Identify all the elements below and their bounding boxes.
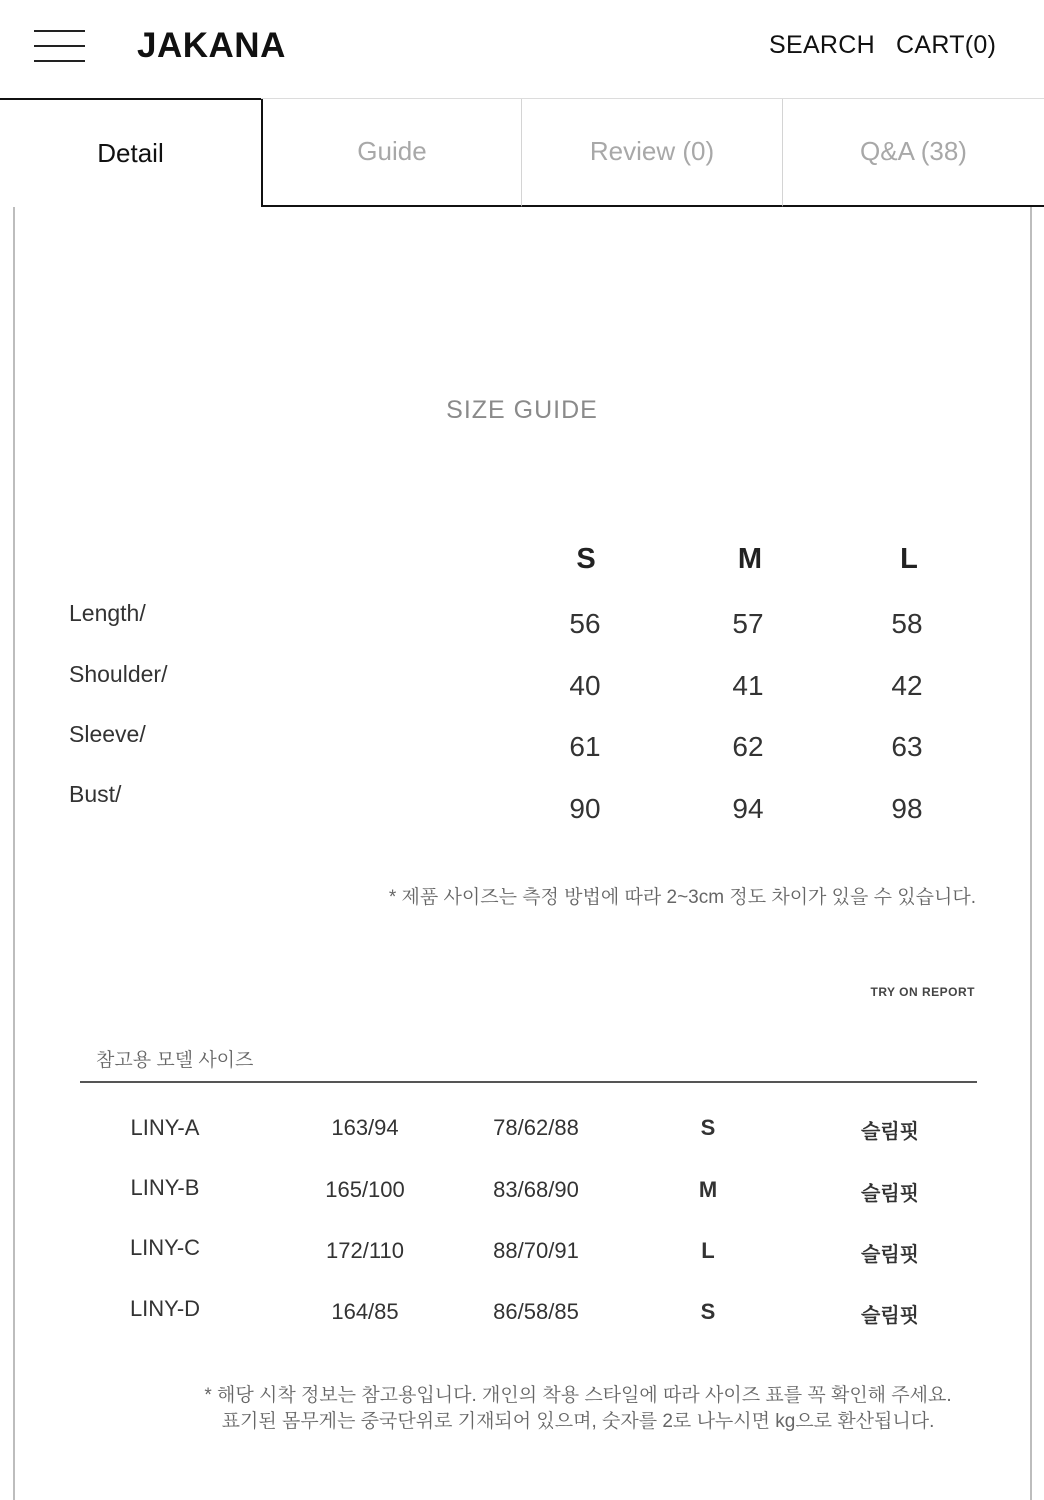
tab-review[interactable]: Review (0) <box>521 98 782 207</box>
size-value: 40 <box>569 670 601 701</box>
model-name: LINY-A <box>130 1115 200 1140</box>
search-link[interactable]: SEARCH <box>769 31 875 59</box>
model-measurements: 86/58/85 <box>493 1299 579 1324</box>
size-value: 42 <box>891 670 923 701</box>
model-size: S <box>700 1299 716 1324</box>
size-value: 90 <box>569 793 601 824</box>
try-on-note-line: * 해당 시착 정보는 참고용입니다. 개인의 착용 스타일에 따라 사이즈 표를 꼭 확인해 주세요. <box>204 1385 952 1406</box>
model-fit: 슬림핏 <box>861 1121 919 1143</box>
tab-guide[interactable]: Guide <box>261 98 521 207</box>
product-tabs <box>0 98 1044 207</box>
model-measurements: 88/70/91 <box>493 1238 579 1263</box>
size-value: 57 <box>732 608 764 639</box>
model-size: S <box>700 1115 716 1140</box>
size-value: 62 <box>732 731 764 762</box>
size-value: 56 <box>569 608 601 639</box>
size-header-m: M <box>737 543 763 575</box>
model-height-weight: 164/85 <box>331 1299 399 1324</box>
try-on-note <box>180 1383 976 1435</box>
model-fit: 슬림핏 <box>861 1305 919 1327</box>
model-size-title: 참고용 모델 사이즈 <box>96 1050 254 1071</box>
model-fit: 슬림핏 <box>861 1244 919 1266</box>
tab-qna[interactable]: Q&A (38) <box>782 98 1044 207</box>
row-label-sleeve: Sleeve/ <box>69 721 146 747</box>
model-name: LINY-C <box>129 1235 201 1260</box>
model-name: LINY-B <box>130 1175 200 1200</box>
top-header <box>0 0 1044 98</box>
row-label-shoulder: Shoulder/ <box>69 661 168 687</box>
cart-link[interactable]: CART(0) <box>896 31 997 59</box>
size-value: 94 <box>732 793 764 824</box>
size-value: 61 <box>569 731 601 762</box>
size-value: 63 <box>891 731 923 762</box>
model-fit: 슬림핏 <box>861 1183 919 1205</box>
size-note: * 제품 사이즈는 측정 방법에 따라 2~3cm 정도 차이가 있을 수 있습니다. <box>388 887 976 908</box>
model-height-weight: 165/100 <box>325 1177 405 1202</box>
model-size: M <box>698 1177 718 1202</box>
model-height-weight: 163/94 <box>331 1115 399 1140</box>
size-header-s: S <box>576 543 596 575</box>
size-guide-title: SIZE GUIDE <box>446 396 598 424</box>
row-label-length: Length/ <box>69 600 146 626</box>
try-on-note-line: 표기된 몸무게는 중국단위로 기재되어 있으며, 숫자를 2로 나누시면 kg으로 환산됩니다. <box>221 1411 935 1432</box>
model-measurements: 83/68/90 <box>493 1177 579 1202</box>
model-name: LINY-D <box>129 1296 201 1321</box>
size-header-l: L <box>900 543 918 575</box>
brand-logo[interactable]: JAKANA <box>137 26 286 65</box>
model-height-weight: 172/110 <box>326 1238 404 1263</box>
tabs-divider <box>261 98 1044 99</box>
size-value: 98 <box>891 793 923 824</box>
try-on-report-label: TRY ON REPORT <box>870 985 975 999</box>
model-size: L <box>701 1238 715 1263</box>
size-value: 41 <box>732 670 764 701</box>
tab-detail[interactable]: Detail <box>0 98 261 207</box>
row-label-bust: Bust/ <box>69 781 122 807</box>
model-table-divider <box>80 1081 977 1083</box>
model-measurements: 78/62/88 <box>493 1115 579 1140</box>
size-value: 58 <box>891 608 923 639</box>
hamburger-menu-icon[interactable] <box>28 26 90 68</box>
